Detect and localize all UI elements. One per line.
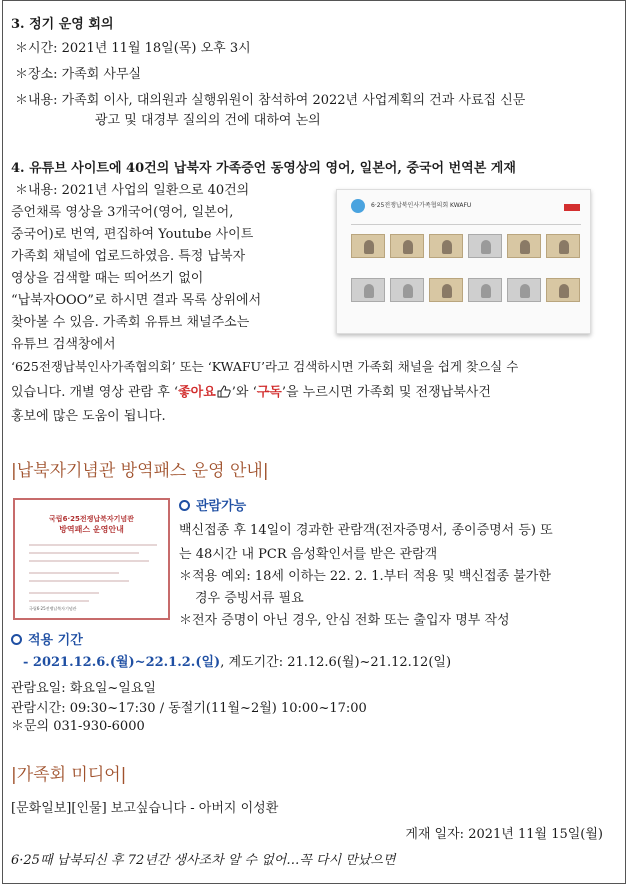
museum-hours: 관람시간: 09:30~17:30 / 동절기(11월~2월) 10:00~17:00 [11,701,367,716]
poster-text-line [29,544,157,546]
poster-title-line2: 방역패스 운영안내 [59,525,124,534]
youtube-line: ＊내용: 2021년 사업의 일환으로 40건의 [15,183,250,198]
channel-title: 6·25전쟁납북인사가족협의회 KWAFU [371,202,472,209]
period-heading-row [11,633,83,649]
circle-bullet-icon [179,500,190,511]
video-thumbnail [546,234,580,258]
available-line: 백신접종 후 14일이 경과한 관람객(전자증명서, 종이증명서 등) 또 [179,523,553,538]
museum-pass-poster [13,498,170,620]
channel-tabs-divider [351,224,581,225]
video-thumbnail [429,278,463,302]
video-thumbnail [351,234,385,258]
newsletter-page [2,0,626,884]
youtube-line: 영상을 검색할 때는 띄어쓰기 없이 [11,271,204,286]
poster-text-line [29,552,139,554]
youtube-like-line [11,385,491,401]
youtube-line: 찾아볼 수 있음. 가족회 유튜브 채널주소는 [11,315,250,330]
article-posted-date: 게재 일자: 2021년 11월 15일(월) [405,827,603,842]
video-thumbnail [468,234,502,258]
period-rest: , 계도기간: 21.12.6(월)~21.12.12(일) [220,655,452,670]
period-line [23,655,451,671]
period-heading: 적용 기간 [28,633,83,648]
poster-text-line [29,572,119,574]
meeting-content: ＊내용: 가족회 이사, 대의원과 실행위원이 참석하여 2022년 사업계획의 건과 사료집 신문 [15,93,526,108]
meeting-content-cont: 광고 및 대경부 질의의 건에 대하여 논의 [95,113,321,128]
article-title[interactable]: [문화일보][인물] 보고싶습니다 - 아버지 이성환 [11,801,279,816]
meeting-time: ＊시간: 2021년 11월 18일(목) 오후 3시 [15,41,251,56]
video-thumbnail [390,234,424,258]
poster-text-line [29,592,99,594]
video-grid [351,234,583,302]
video-thumbnail [507,234,541,258]
youtube-last-line: 홍보에 많은 도움이 됩니다. [11,409,166,424]
like-pre-text: 있습니다. 개별 영상 관람 후 ‘ [11,385,179,400]
poster-footer-logo: 국립6·25전쟁납북자기념관 [29,606,77,611]
meeting-heading: 3. 정기 운영 회의 [11,17,114,32]
like-mid-text: ’와 ‘ [231,385,257,400]
exception-line: 경우 증빙서류 필요 [195,591,304,606]
article-excerpt: 6·25때 납북되신 후 72년간 생사조차 알 수 없어…꼭 다시 만났으면 [11,853,396,868]
youtube-search-line: ‘625전쟁납북인사가족협의회’ 또는 ‘KWAFU’라고 검색하시면 가족회 채널을 쉽게 찾으실 수 [11,359,519,374]
exception-line: ＊전자 증명이 아닌 경우, 안심 전화 또는 출입자 명부 작성 [179,613,510,628]
youtube-channel-screenshot [336,189,591,334]
circle-bullet-icon [11,634,22,645]
video-thumbnail [429,234,463,258]
youtube-line: 가족회 채널에 업로드하였음. 특정 납북자 [11,249,246,264]
media-section-title: |가족회 미디어| [11,765,127,785]
poster-text-line [29,600,89,602]
video-thumbnail [546,278,580,302]
video-thumbnail [351,278,385,302]
youtube-line: 증언채록 영상을 3개국어(영어, 일본어, [11,205,234,220]
channel-logo-icon [351,199,365,213]
youtube-line: 중국어)로 번역, 편집하여 Youtube 사이트 [11,227,254,242]
subscribe-text: 구독 [256,385,282,400]
thumbs-up-icon [217,385,231,398]
youtube-heading: 4. 유튜브 사이트에 40건의 납북자 가족증언 동영상의 영어, 일본어, 중국어 번역본 게재 [11,161,516,176]
youtube-line: 유튜브 검색창에서 [11,337,116,352]
poster-text-line [29,580,129,582]
like-post-text: ’을 누르시면 가족회 및 전쟁납북사건 [281,385,491,400]
available-heading-row [179,499,246,515]
museum-section-title: |납북자기념관 방역패스 운영 안내| [11,461,269,481]
video-thumbnail [468,278,502,302]
museum-days: 관람요일: 화요일~일요일 [11,681,156,696]
poster-text-line [29,560,149,562]
available-heading: 관람가능 [196,499,247,514]
period-main: - 2021.12.6.(월)~22.1.2.(일) [23,655,221,670]
exception-line: ＊적용 예외: 18세 이하는 22. 2. 1.부터 적용 및 백신접종 불가한 [179,569,551,584]
video-thumbnail [390,278,424,302]
museum-contact: ＊문의 031-930-6000 [11,719,145,734]
youtube-line: “납북자OOO”로 하시면 결과 목록 상위에서 [11,293,262,308]
subscribe-button-icon [564,204,580,211]
meeting-place: ＊장소: 가족회 사무실 [15,67,142,82]
available-line: 는 48시간 내 PCR 음성확인서를 받은 관람객 [179,547,438,562]
poster-title-line1: 국립6·25전쟁납북자기념관 [49,515,134,523]
channel-header [337,190,590,222]
like-text: 좋아요 [178,385,216,400]
video-thumbnail [507,278,541,302]
